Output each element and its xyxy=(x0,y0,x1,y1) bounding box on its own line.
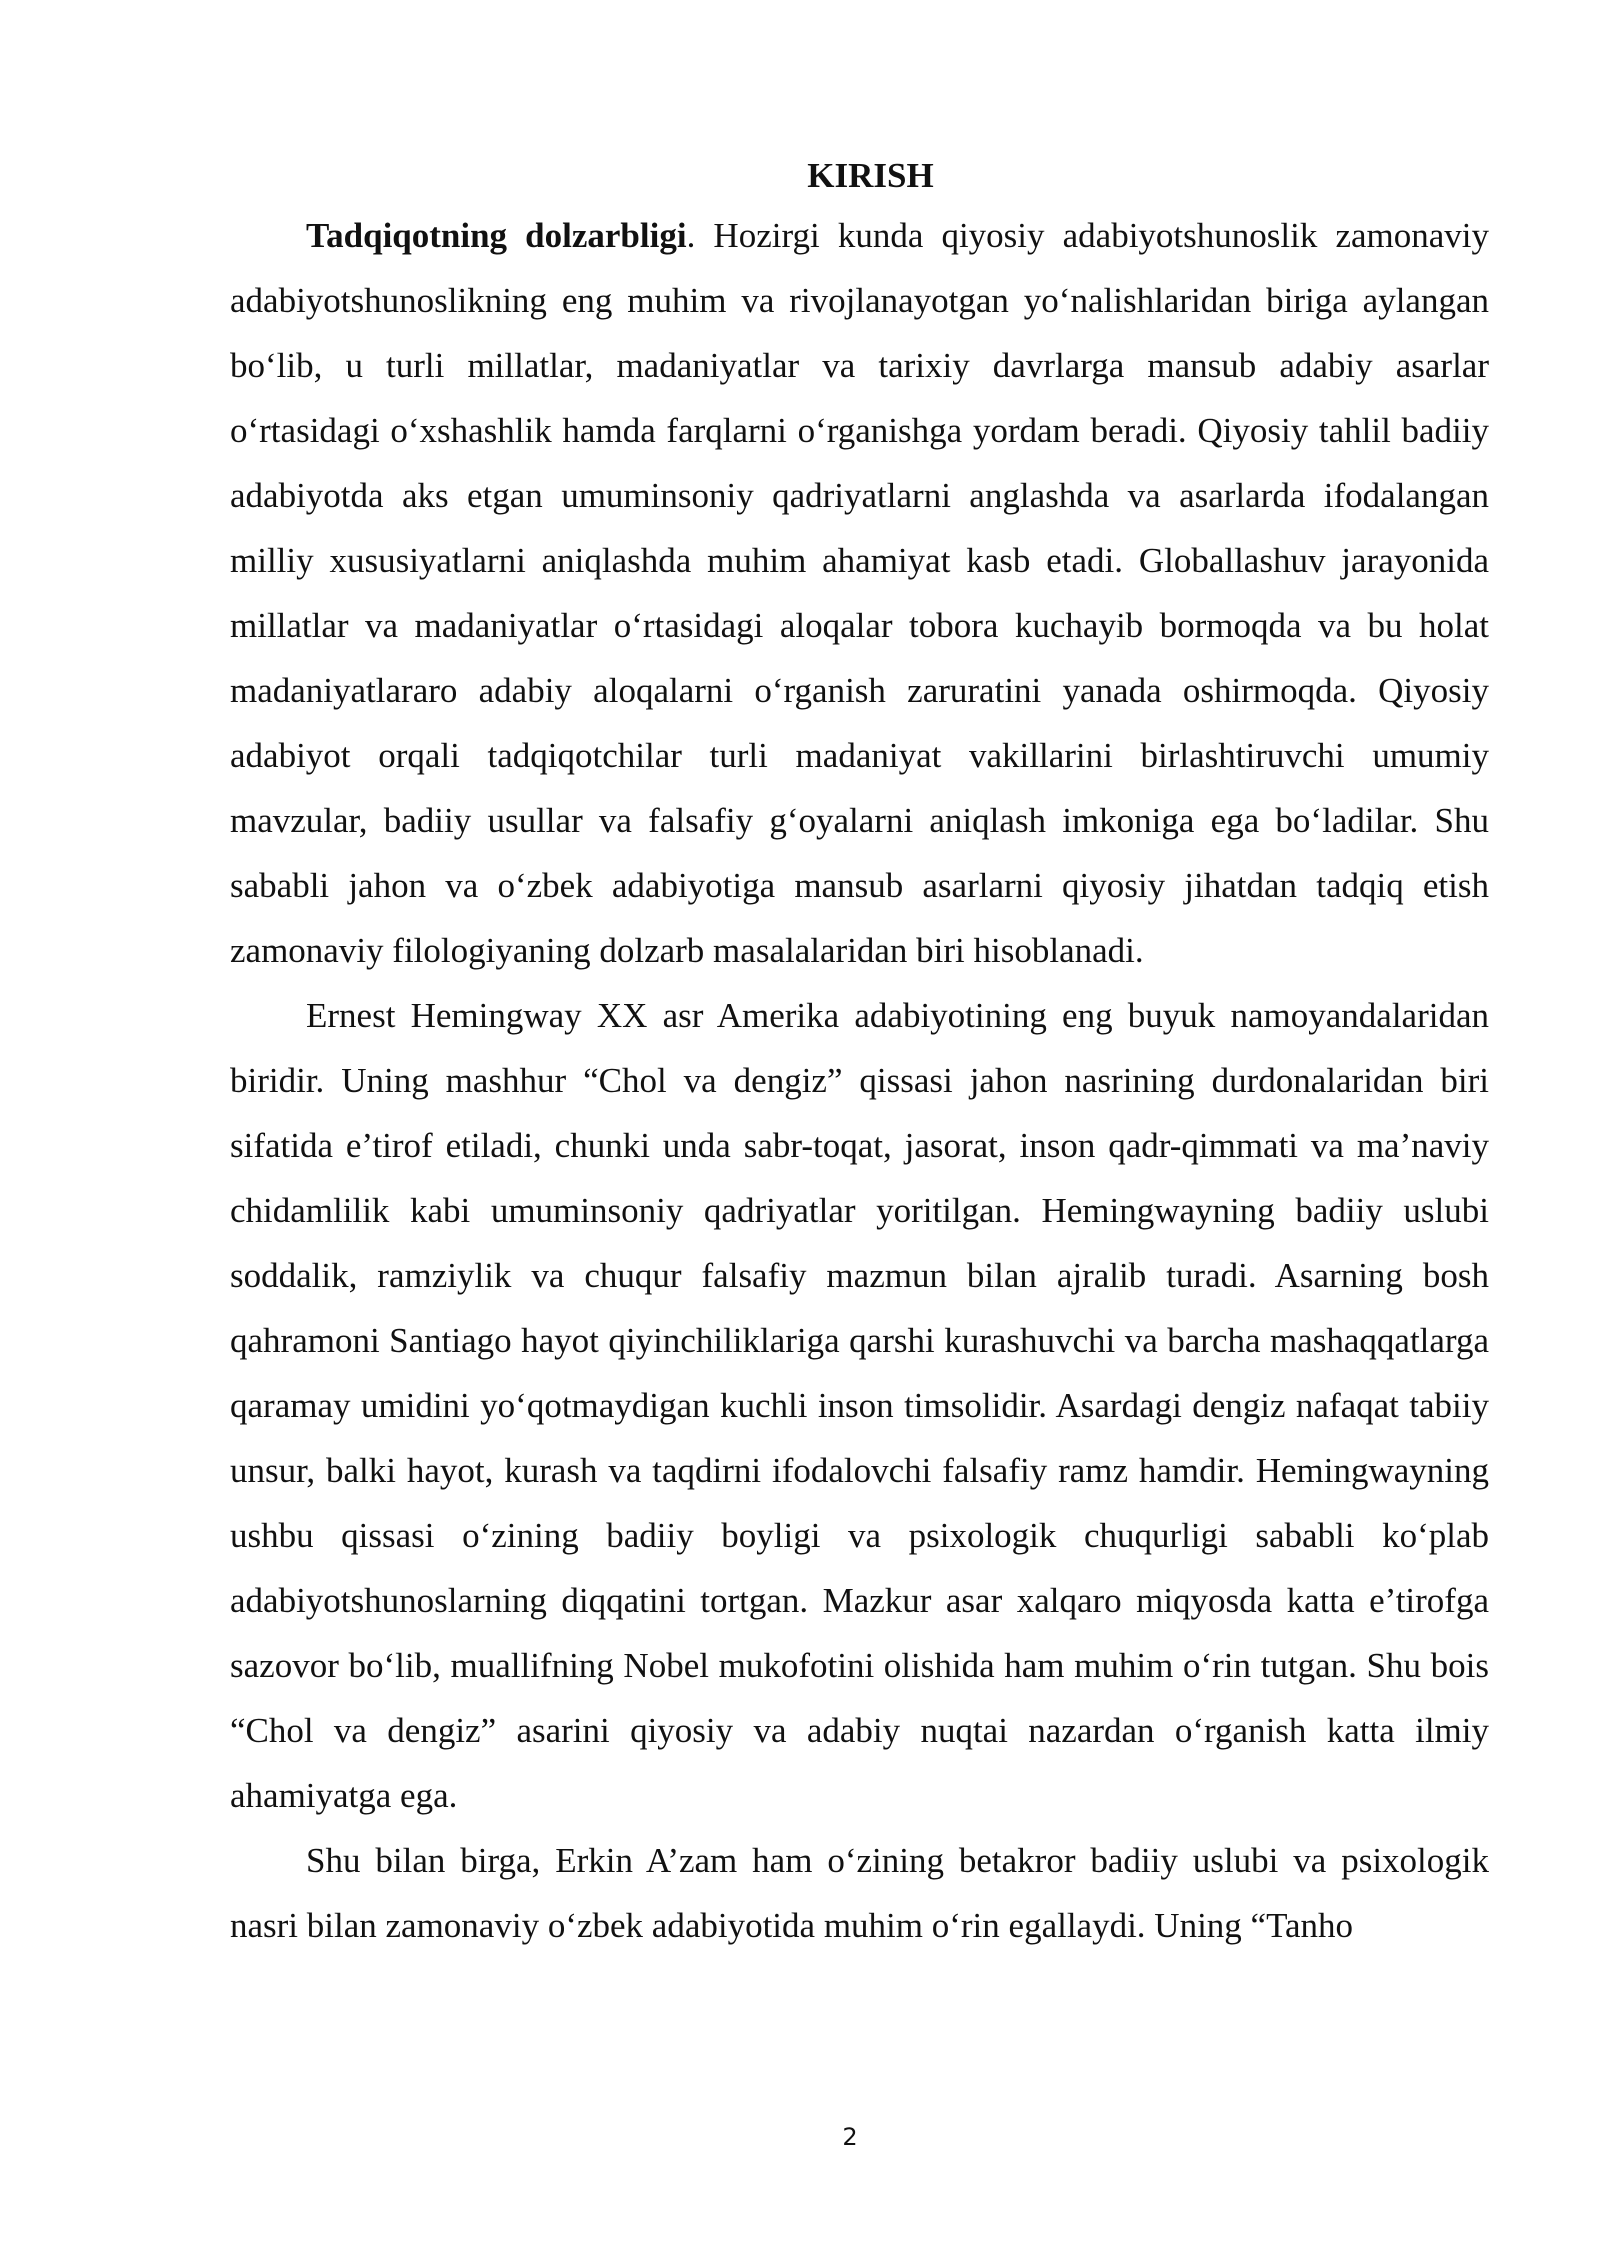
paragraph-text: . Hozirgi kunda qiyosiy adabiyotshunoslik zamonaviy adabiyotshunoslikning eng muhim va rivojlanayotgan yoʻnalishlaridan biriga aylangan boʻlib, u turli millatlar, madaniyatlar va tarixiy davrlarga mansub adabiy asarlar oʻrtasidagi oʻxshashlik hamda farqlarni oʻrganishga yordam beradi. Qiyosiy tahlil badiiy adabiyotda aks etgan umuminsoniy qadriyatlarni anglashda va asarlarda ifodalangan milliy xususiyatlarni aniqlashda muhim ahamiyat kasb etadi. Globallashuv jarayonida millatlar va madaniyatlar oʻrtasidagi aloqalar tobora kuchayib bormoqda va bu holat madaniyatlararo adabiy aloqalarni oʻrganish zaruratini yanada oshirmoqda. Qiyosiy adabiyot orqali tadqiqotchilar turli madaniyat vakillarini birlashtiruvchi umumiy mavzular, badiiy usullar va falsafiy gʻoyalarni aniqlash imkoniga ega boʻladilar. Shu sababli jahon va oʻzbek adabiyotiga mansub asarlarni qiyosiy jihatdan tadqiq etish zamonaviy filologiyaning dolzarb masalalaridan biri hisoblanadi. xyxy=(230,216,1489,970)
paragraph-text: Shu bilan birga, Erkin A’zam ham oʻzining betakror badiiy uslubi va psixologik nasri bilan zamonaviy oʻzbek adabiyotida muhim oʻrin egallaydi. Uning “Tanho xyxy=(230,1841,1489,1945)
paragraph-erkin-azam xyxy=(230,1828,1489,1958)
paragraph-text: Ernest Hemingway XX asr Amerika adabiyotining eng buyuk namoyandalaridan biridir. Uning mashhur “Chol va dengiz” qissasi jahon nasrining durdonalaridan biri sifatida e’tirof etiladi, chunki unda sabr-toqat, jasorat, inson qadr-qimmati va ma’naviy chidamlilik kabi umuminsoniy qadriyatlar yoritilgan. Hemingwayning badiiy uslubi soddalik, ramziylik va chuqur falsafiy mazmun bilan ajralib turadi. Asarning bosh qahramoni Santiago hayot qiyinchiliklariga qarshi kurashuvchi va barcha mashaqqatlarga qaramay umidini yoʻqotmaydigan kuchli inson timsolidir. Asardagi dengiz nafaqat tabiiy unsur, balki hayot, kurash va taqdirni ifodalovchi falsafiy ramz hamdir. Hemingwayning ushbu qissasi oʻzining badiiy boyligi va psixologik chuqurligi sababli koʻplab adabiyotshunoslarning diqqatini tortgan. Mazkur asar xalqaro miqyosda katta e’tirofga sazovor boʻlib, muallifning Nobel mukofotini olishida ham muhim oʻrin tutgan. Shu bois “Chol va dengiz” asarini qiyosiy va adabiy nuqtai nazardan oʻrganish katta ilmiy ahamiyatga ega. xyxy=(230,996,1489,1815)
page-number: 2 xyxy=(842,2123,858,2151)
document-body xyxy=(230,148,1489,1958)
paragraph-relevance xyxy=(230,203,1489,983)
paragraph-hemingway xyxy=(230,983,1489,1828)
paragraph-bold-lead: Tadqiqotning dolzarbligi xyxy=(306,216,687,255)
page-title: KIRISH xyxy=(807,156,934,195)
